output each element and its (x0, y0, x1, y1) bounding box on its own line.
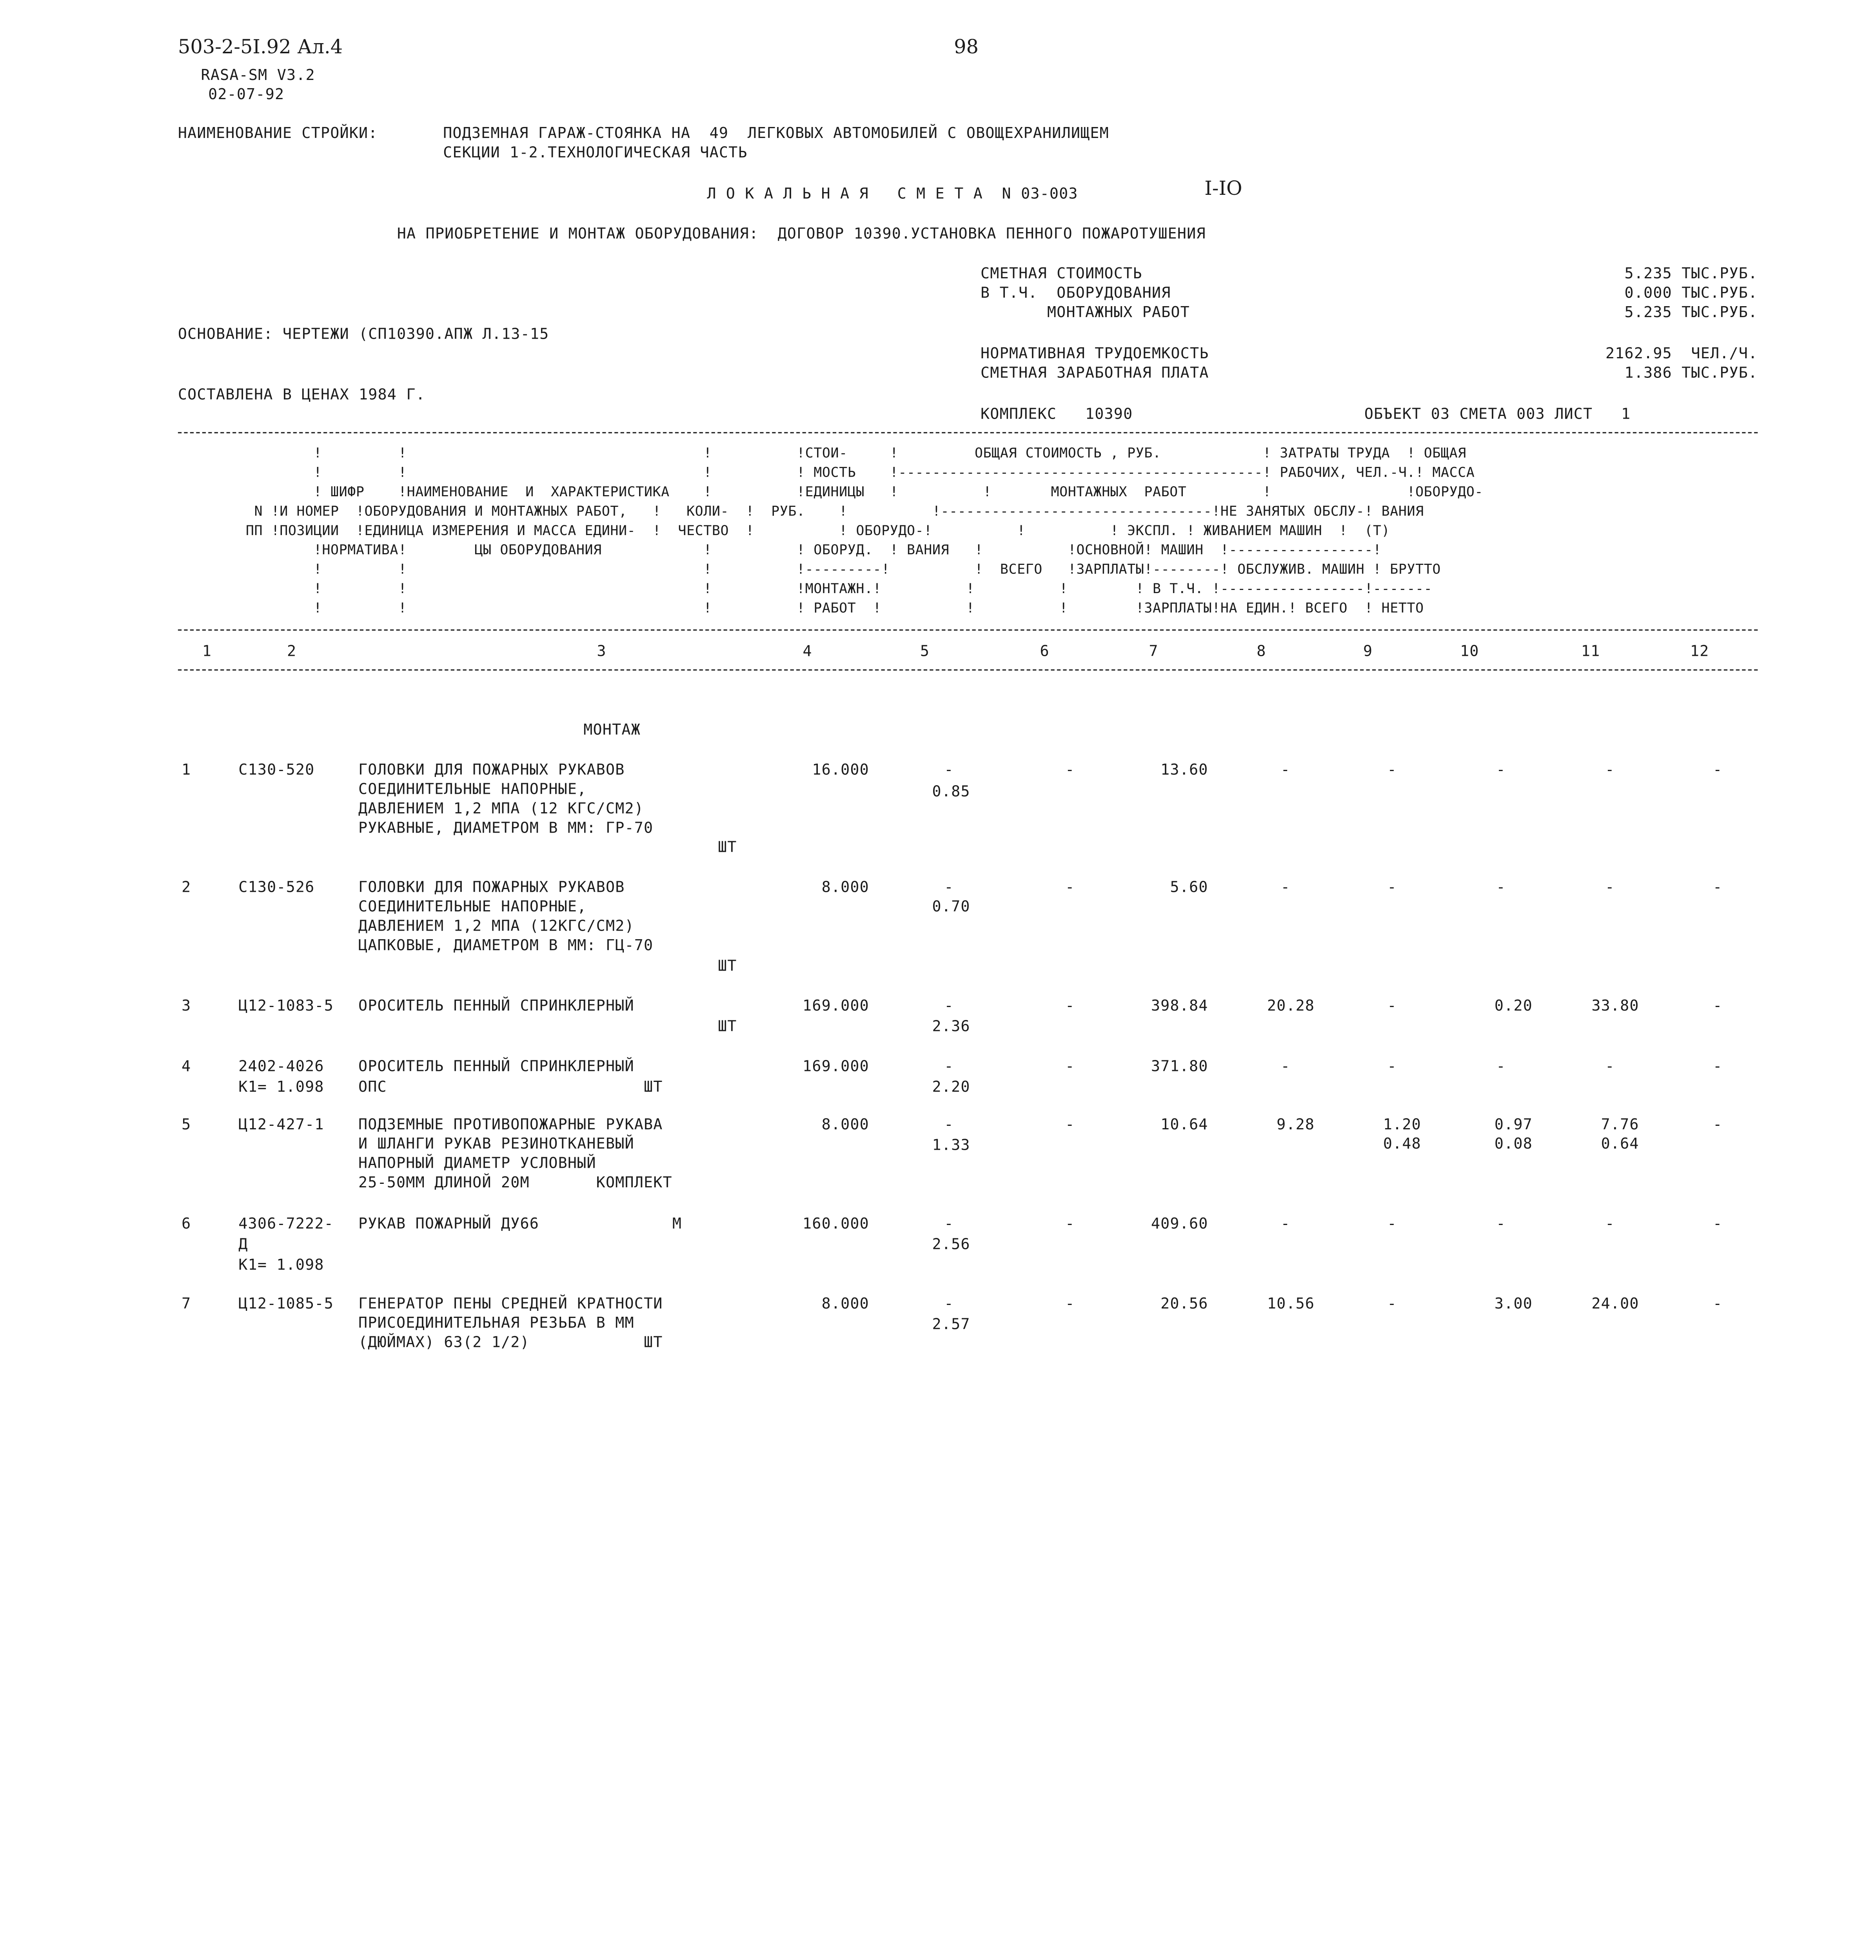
equipment-cost: - (1065, 760, 1075, 779)
norm-code: Ц12-1085-5 (238, 1294, 334, 1312)
row-number: 7 (182, 1294, 191, 1312)
complex-number: КОМПЛЕКС 10390 (981, 404, 1133, 423)
unit-cost-mounting: 2.57 (932, 1314, 970, 1333)
unit-cost-equipment: - (944, 1214, 954, 1232)
document-title: Л О К А Л Ь Н А Я С М Е Т А N 03-003 (707, 184, 1078, 202)
header-line: ! ! ! ! МОСТЬ !-------------------------------------------! РАБОЧИХ, ЧЕЛ.-Ч.! МАССА (178, 465, 1475, 481)
unit-cost-equipment: - (944, 1056, 954, 1075)
column-number: 5 (920, 641, 930, 660)
item-description: ДАВЛЕНИЕМ 1,2 МПА (12КГС/СМ2) (358, 916, 634, 935)
norm-code: Ц12-427-1 (238, 1114, 324, 1133)
unit-cost-equipment: - (944, 760, 954, 779)
labor-total: - (1605, 1214, 1615, 1232)
unit-cost-equipment: - (944, 1114, 954, 1133)
item-description: РУКАВНЫЕ, ДИАМЕТРОМ В ММ: ГР-70 (358, 818, 654, 837)
unit-cost-mounting: 2.36 (932, 1016, 970, 1035)
item-description: РУКАВ ПОЖАРНЫЙ ДУ66 М (358, 1214, 682, 1232)
unit-cost-mounting: 0.85 (932, 782, 970, 800)
price-level-line: СОСТАВЛЕНА В ЦЕНАХ 1984 Г. (178, 385, 425, 403)
summary-label: В Т.Ч. ОБОРУДОВАНИЯ (981, 283, 1171, 301)
quantity: 8.000 (821, 1294, 869, 1312)
labor-per-unit: 0.20 (1494, 996, 1533, 1014)
column-number: 3 (597, 641, 607, 660)
section-title: МОНТАЖ (583, 720, 641, 739)
header-line: ! ! ! !МОНТАЖН.! ! ! ! В Т.Ч. !-----------------!------- (178, 581, 1433, 597)
item-description: И ШЛАНГИ РУКАВ РЕЗИНОТКАНЕВЫЙ (358, 1134, 634, 1152)
item-description: ДАВЛЕНИЕМ 1,2 МПА (12 КГС/СМ2) (358, 799, 644, 817)
item-description: ГОЛОВКИ ДЛЯ ПОЖАРНЫХ РУКАВОВ (358, 877, 625, 896)
row-number: 1 (182, 760, 191, 779)
header-line: !НОРМАТИВА! ЦЫ ОБОРУДОВАНИЯ ! ! ОБОРУД. ! ВАНИЯ ! !ОСНОВНОЙ! МАШИН !-----------------! (178, 542, 1382, 558)
document-subtitle: НА ПРИОБРЕТЕНИЕ И МОНТАЖ ОБОРУДОВАНИЯ: ДОГОВОР 10390.УСТАНОВКА ПЕННОГО ПОЖАРОТУШЕНИЯ (397, 224, 1206, 242)
labor-total: 24.00 (1591, 1294, 1639, 1312)
labor-per-unit-machines: 0.08 (1494, 1134, 1533, 1152)
norm-code: С130-520 (238, 760, 315, 779)
norm-code: С130-526 (238, 877, 315, 896)
document-code: 503-2-5I.92 Ал.4 (178, 35, 343, 58)
item-description: ЦАПКОВЫЕ, ДИАМЕТРОМ В ММ: ГЦ-70 (358, 935, 654, 954)
column-number: 7 (1149, 641, 1159, 660)
base-salary: - (1280, 1056, 1291, 1075)
labor-total-machines: 0.64 (1601, 1134, 1639, 1152)
item-description: НАПОРНЫЙ ДИАМЕТР УСЛОВНЫЙ (358, 1153, 596, 1172)
header-line: ! ! ! ! РАБОТ ! ! ! !ЗАРПЛАТЫ!НА ЕДИН.! ВСЕГО ! НЕТТО (178, 600, 1424, 616)
document-title-mark: I-IO (1204, 176, 1242, 200)
item-description: СОЕДИНИТЕЛЬНЫЕ НАПОРНЫЕ, (358, 897, 587, 915)
print-date: 02-07-92 (208, 85, 285, 103)
row-number: 2 (182, 877, 191, 896)
machine-cost: - (1387, 760, 1397, 779)
equipment-mass: - (1713, 996, 1723, 1014)
row-number: 3 (182, 996, 191, 1014)
quantity: 8.000 (821, 1114, 869, 1133)
item-description: ОРОСИТЕЛЬ ПЕННЫЙ СПРИНКЛЕРНЫЙ (358, 996, 634, 1014)
program-version: RASA-SM V3.2 (201, 65, 315, 84)
mounting-total: 371.80 (1151, 1056, 1208, 1075)
base-salary: 20.28 (1267, 996, 1315, 1014)
header-line: N !И НОМЕР !ОБОРУДОВАНИЯ И МОНТАЖНЫХ РАБОТ, ! КОЛИ- ! РУБ. ! !--------------------------------!НЕ ЗАНЯТЫХ ОБСЛУ-! ВАНИЯ (178, 503, 1424, 519)
quantity: 169.000 (803, 1056, 869, 1075)
labor-per-unit: - (1496, 1214, 1506, 1232)
summary-value: 0.000 ТЫС.РУБ. (1624, 283, 1758, 301)
table-rule-top (178, 432, 1758, 433)
construction-name-line2: СЕКЦИИ 1-2.ТЕХНОЛОГИЧЕСКАЯ ЧАСТЬ (443, 143, 748, 161)
labor-total: - (1605, 760, 1615, 779)
item-unit: ШТ (718, 1016, 737, 1035)
base-salary: - (1280, 760, 1291, 779)
equipment-cost: - (1065, 1056, 1075, 1075)
mounting-total: 10.64 (1160, 1114, 1208, 1133)
equipment-mass: - (1713, 1214, 1723, 1232)
coefficient: К1= 1.098 (238, 1077, 324, 1096)
base-salary: 10.56 (1267, 1294, 1315, 1312)
base-salary: - (1280, 1214, 1291, 1232)
machine-cost: - (1387, 1214, 1397, 1232)
construction-label: НАИМЕНОВАНИЕ СТРОЙКИ: (178, 123, 378, 142)
equipment-cost: - (1065, 877, 1075, 896)
machine-salary: 0.48 (1383, 1134, 1421, 1152)
labor-total: 7.76 (1601, 1114, 1639, 1133)
labor-per-unit: - (1496, 1056, 1506, 1075)
labor-total: 33.80 (1591, 996, 1639, 1014)
column-number: 4 (803, 641, 812, 660)
item-description: (ДЮЙМАХ) 63(2 1/2) ШТ (358, 1332, 663, 1351)
column-number: 1 (202, 641, 212, 660)
machine-cost: - (1387, 1294, 1397, 1312)
unit-cost-equipment: - (944, 877, 954, 896)
row-number: 5 (182, 1114, 191, 1133)
mounting-total: 398.84 (1151, 996, 1208, 1014)
page-number: 98 (954, 35, 979, 58)
quantity: 16.000 (812, 760, 869, 779)
equipment-mass: - (1713, 877, 1723, 896)
summary-label: СМЕТНАЯ ЗАРАБОТНАЯ ПЛАТА (981, 363, 1209, 381)
unit-cost-equipment: - (944, 1294, 954, 1312)
base-salary: - (1280, 877, 1291, 896)
norm-code-suffix: Д (238, 1234, 248, 1253)
equipment-cost: - (1065, 1214, 1075, 1232)
summary-value: 1.386 ТЫС.РУБ. (1624, 363, 1758, 381)
item-description: ГЕНЕРАТОР ПЕНЫ СРЕДНЕЙ КРАТНОСТИ (358, 1294, 663, 1312)
equipment-cost: - (1065, 1114, 1075, 1133)
equipment-cost: - (1065, 996, 1075, 1014)
unit-cost-mounting: 1.33 (932, 1135, 970, 1154)
header-line: ! ШИФР !НАИМЕНОВАНИЕ И ХАРАКТЕРИСТИКА ! !ЕДИНИЦЫ ! ! МОНТАЖНЫХ РАБОТ ! !ОБОРУДО- (178, 484, 1484, 500)
header-line: ! ! ! !---------! ! ВСЕГО !ЗАРПЛАТЫ!--------! ОБСЛУЖИВ. МАШИН ! БРУТТО (178, 561, 1441, 577)
equipment-mass: - (1713, 760, 1723, 779)
mounting-total: 409.60 (1151, 1214, 1208, 1232)
mounting-total: 5.60 (1170, 877, 1208, 896)
table-rule-bottom (178, 669, 1758, 670)
mounting-total: 13.60 (1160, 760, 1208, 779)
labor-per-unit: 0.97 (1494, 1114, 1533, 1133)
column-number: 2 (287, 641, 297, 660)
summary-value: 5.235 ТЫС.РУБ. (1624, 302, 1758, 321)
unit-cost-mounting: 2.56 (932, 1234, 970, 1253)
column-number: 8 (1257, 641, 1266, 660)
column-number: 12 (1690, 641, 1709, 660)
item-description: ПРИСОЕДИНИТЕЛЬНАЯ РЕЗЬБА В ММ (358, 1313, 634, 1332)
norm-code: Ц12-1083-5 (238, 996, 334, 1014)
item-description: ОПС ШТ (358, 1077, 663, 1096)
header-line: ! ! ! !СТОИ- ! ОБЩАЯ СТОИМОСТЬ , РУБ. ! ЗАТРАТЫ ТРУДА ! ОБЩАЯ (178, 445, 1466, 461)
labor-per-unit: - (1496, 877, 1506, 896)
item-unit: ШТ (718, 837, 737, 856)
base-salary: 9.28 (1277, 1114, 1315, 1133)
summary-label: СМЕТНАЯ СТОИМОСТЬ (981, 264, 1142, 282)
basis-line: ОСНОВАНИЕ: ЧЕРТЕЖИ (СП10390.АПЖ Л.13-15 (178, 324, 549, 343)
machine-cost: - (1387, 877, 1397, 896)
quantity: 169.000 (803, 996, 869, 1014)
labor-per-unit: 3.00 (1494, 1294, 1533, 1312)
item-description: ПОДЗЕМНЫЕ ПРОТИВОПОЖАРНЫЕ РУКАВА (358, 1114, 663, 1133)
equipment-mass: - (1713, 1056, 1723, 1075)
labor-total: - (1605, 877, 1615, 896)
column-number: 6 (1040, 641, 1050, 660)
machine-cost: - (1387, 996, 1397, 1014)
object-sheet-number: ОБЪЕКТ 03 СМЕТА 003 ЛИСТ 1 (1364, 404, 1631, 423)
labor-per-unit: - (1496, 760, 1506, 779)
machine-cost: - (1387, 1056, 1397, 1075)
norm-code: 2402-4026 (238, 1056, 324, 1075)
equipment-mass: - (1713, 1114, 1723, 1133)
equipment-mass: - (1713, 1294, 1723, 1312)
mounting-total: 20.56 (1160, 1294, 1208, 1312)
item-description: 25-50ММ ДЛИНОЙ 20М КОМПЛЕКТ (358, 1172, 672, 1191)
column-number: 9 (1363, 641, 1373, 660)
labor-total: - (1605, 1056, 1615, 1075)
equipment-cost: - (1065, 1294, 1075, 1312)
row-number: 4 (182, 1056, 191, 1075)
row-number: 6 (182, 1214, 191, 1232)
summary-label: МОНТАЖНЫХ РАБОТ (981, 302, 1190, 321)
coefficient: К1= 1.098 (238, 1255, 324, 1274)
quantity: 8.000 (821, 877, 869, 896)
unit-cost-mounting: 2.20 (932, 1077, 970, 1096)
norm-code: 4306-7222- (238, 1214, 334, 1232)
column-number: 11 (1581, 641, 1600, 660)
item-description: ГОЛОВКИ ДЛЯ ПОЖАРНЫХ РУКАВОВ (358, 760, 625, 779)
column-number: 10 (1460, 641, 1479, 660)
machine-cost: 1.20 (1383, 1114, 1421, 1133)
summary-label: НОРМАТИВНАЯ ТРУДОЕМКОСТЬ (981, 343, 1209, 362)
item-unit: ШТ (718, 956, 737, 975)
item-description: ОРОСИТЕЛЬ ПЕННЫЙ СПРИНКЛЕРНЫЙ (358, 1056, 634, 1075)
summary-value: 5.235 ТЫС.РУБ. (1624, 264, 1758, 282)
unit-cost-equipment: - (944, 996, 954, 1014)
table-rule-mid (178, 630, 1758, 631)
quantity: 160.000 (803, 1214, 869, 1232)
unit-cost-mounting: 0.70 (932, 897, 970, 915)
summary-value: 2162.95 ЧЕЛ./Ч. (1605, 343, 1758, 362)
header-line: ПП !ПОЗИЦИИ !ЕДИНИЦА ИЗМЕРЕНИЯ И МАССА ЕДИНИ- ! ЧЕСТВО ! ! ОБОРУДО-! ! ! ЭКСПЛ. ! ЖИВАНИЕМ МАШИН ! (Т) (178, 523, 1390, 539)
construction-name-line1: ПОДЗЕМНАЯ ГАРАЖ-СТОЯНКА НА 49 ЛЕГКОВЫХ АВТОМОБИЛЕЙ С ОВОЩЕХРАНИЛИЩЕМ (443, 123, 1109, 142)
item-description: СОЕДИНИТЕЛЬНЫЕ НАПОРНЫЕ, (358, 779, 587, 798)
